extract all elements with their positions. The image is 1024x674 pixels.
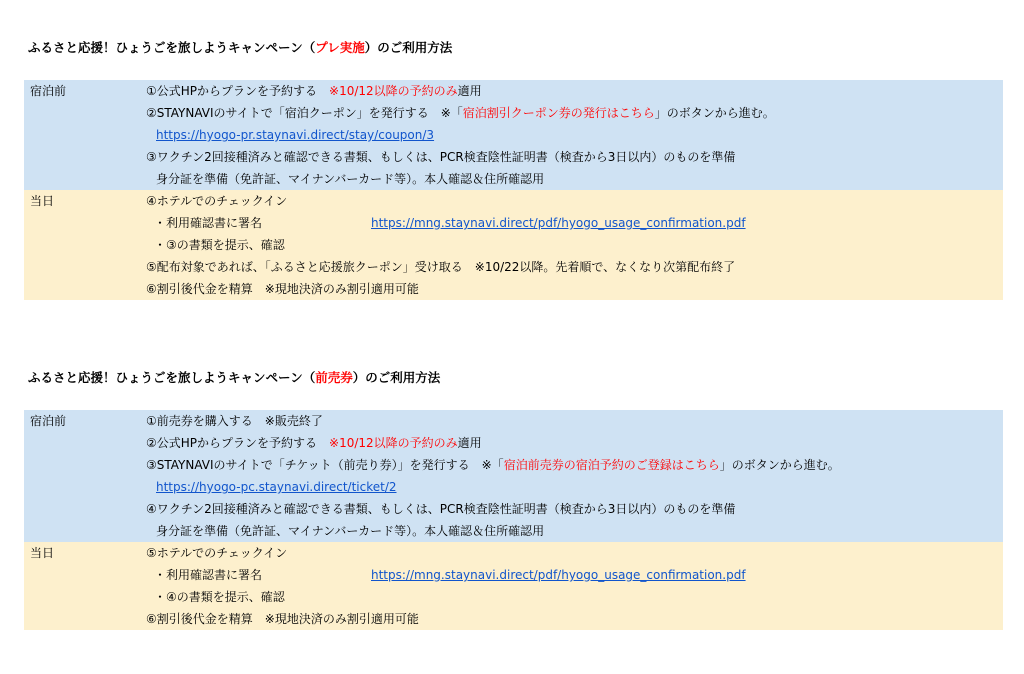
step-text: ④ワクチン2回接種済みと確認できる書類、もしくは、PCR検査陰性証明書（検査から3日以内）のものを準備 [146,502,736,516]
step-row [24,542,1003,564]
step-text: ⑤配布対象であれば、「ふるさと応援旅クーポン」受け取る ※10/22以降。先着順で、なくなり次第配布終了 [146,260,736,274]
step-tail: 」のボタンから進む。 [654,106,775,120]
step-tail: 適用 [457,436,482,450]
step-row [24,520,1003,542]
usage-confirmation-link[interactable]: https://mng.staynavi.direct/pdf/hyogo_usage_confirmation.pdf [371,216,746,230]
step-text: ・③の書類を提示、確認 [154,238,285,252]
day-of-band [24,190,1003,300]
step-text: ・利用確認書に署名 [154,216,263,230]
day-of-label: 当日 [30,546,55,560]
coupon-link[interactable]: https://hyogo-pr.staynavi.direct/stay/coupon/3 [156,128,435,142]
link-row [24,476,1003,498]
link-row [24,124,1003,146]
step-text: ④ホテルでのチェックイン [146,194,288,208]
step-row [24,168,1003,190]
step-row [24,586,1003,608]
step-row [24,410,1003,432]
title-highlight: 前売券 [315,370,353,385]
day-of-band [24,542,1003,630]
step-text: ⑤ホテルでのチェックイン [146,546,288,560]
step-text: ①前売券を購入する ※販売終了 [146,414,323,428]
step-row [24,454,1003,476]
step-row [24,190,1003,212]
step-text: ⑥割引後代金を精算 ※現地決済のみ割引適用可能 [146,612,419,626]
step-text: 身分証を準備（免許証、マイナンバーカード等）。本人確認＆住所確認用 [156,172,545,186]
title-text-end: ）のご利用方法 [364,40,453,55]
section-1-table [24,80,1003,300]
title-text: ふるさと応援！ひょうごを旅しようキャンペーン（ [28,40,316,55]
step-row [24,278,1003,300]
day-of-label: 当日 [30,194,55,208]
step-tail: 適用 [457,84,482,98]
ticket-link[interactable]: https://hyogo-pc.staynavi.direct/ticket/2 [156,480,397,494]
step-text: ・利用確認書に署名 [154,568,263,582]
usage-confirmation-link[interactable]: https://mng.staynavi.direct/pdf/hyogo_usage_confirmation.pdf [371,568,746,582]
before-stay-band [24,80,1003,190]
step-text: ・④の書類を提示、確認 [154,590,285,604]
step-row [24,212,1003,234]
step-text: ③ワクチン2回接種済みと確認できる書類、もしくは、PCR検査陰性証明書（検査から3日以内）のものを準備 [146,150,736,164]
section-2-title [28,368,440,386]
title-highlight: プレ実施 [315,40,365,55]
title-text-end: ）のご利用方法 [352,370,441,385]
step-row [24,498,1003,520]
step-note: ※10/12以降の予約のみ [329,84,458,98]
step-row [24,608,1003,630]
step-text: ③STAYNAVIのサイトで「チケット（前売り券）」を発行する ※「 [146,458,504,472]
step-row [24,80,1003,102]
before-stay-band [24,410,1003,542]
step-note: 宿泊前売券の宿泊予約のご登録はこちら [503,458,720,472]
step-row [24,256,1003,278]
step-note: 宿泊割引クーポン券の発行はこちら [462,106,655,120]
step-row [24,564,1003,586]
step-text: ②公式HPからプランを予約する [146,436,330,450]
before-stay-label: 宿泊前 [30,84,67,98]
step-tail: 」のボタンから進む。 [719,458,840,472]
step-text: ①公式HPからプランを予約する [146,84,330,98]
step-text: ②STAYNAVIのサイトで「宿泊クーポン」を発行する ※「 [146,106,463,120]
section-1-title [28,38,452,56]
section-2-table [24,410,1003,630]
title-text: ふるさと応援！ひょうごを旅しようキャンペーン（ [28,370,316,385]
before-stay-label: 宿泊前 [30,414,67,428]
step-row [24,234,1003,256]
step-row [24,146,1003,168]
step-row [24,432,1003,454]
step-row [24,102,1003,124]
step-note: ※10/12以降の予約のみ [329,436,458,450]
step-text: ⑥割引後代金を精算 ※現地決済のみ割引適用可能 [146,282,419,296]
step-text: 身分証を準備（免許証、マイナンバーカード等）。本人確認＆住所確認用 [156,524,545,538]
